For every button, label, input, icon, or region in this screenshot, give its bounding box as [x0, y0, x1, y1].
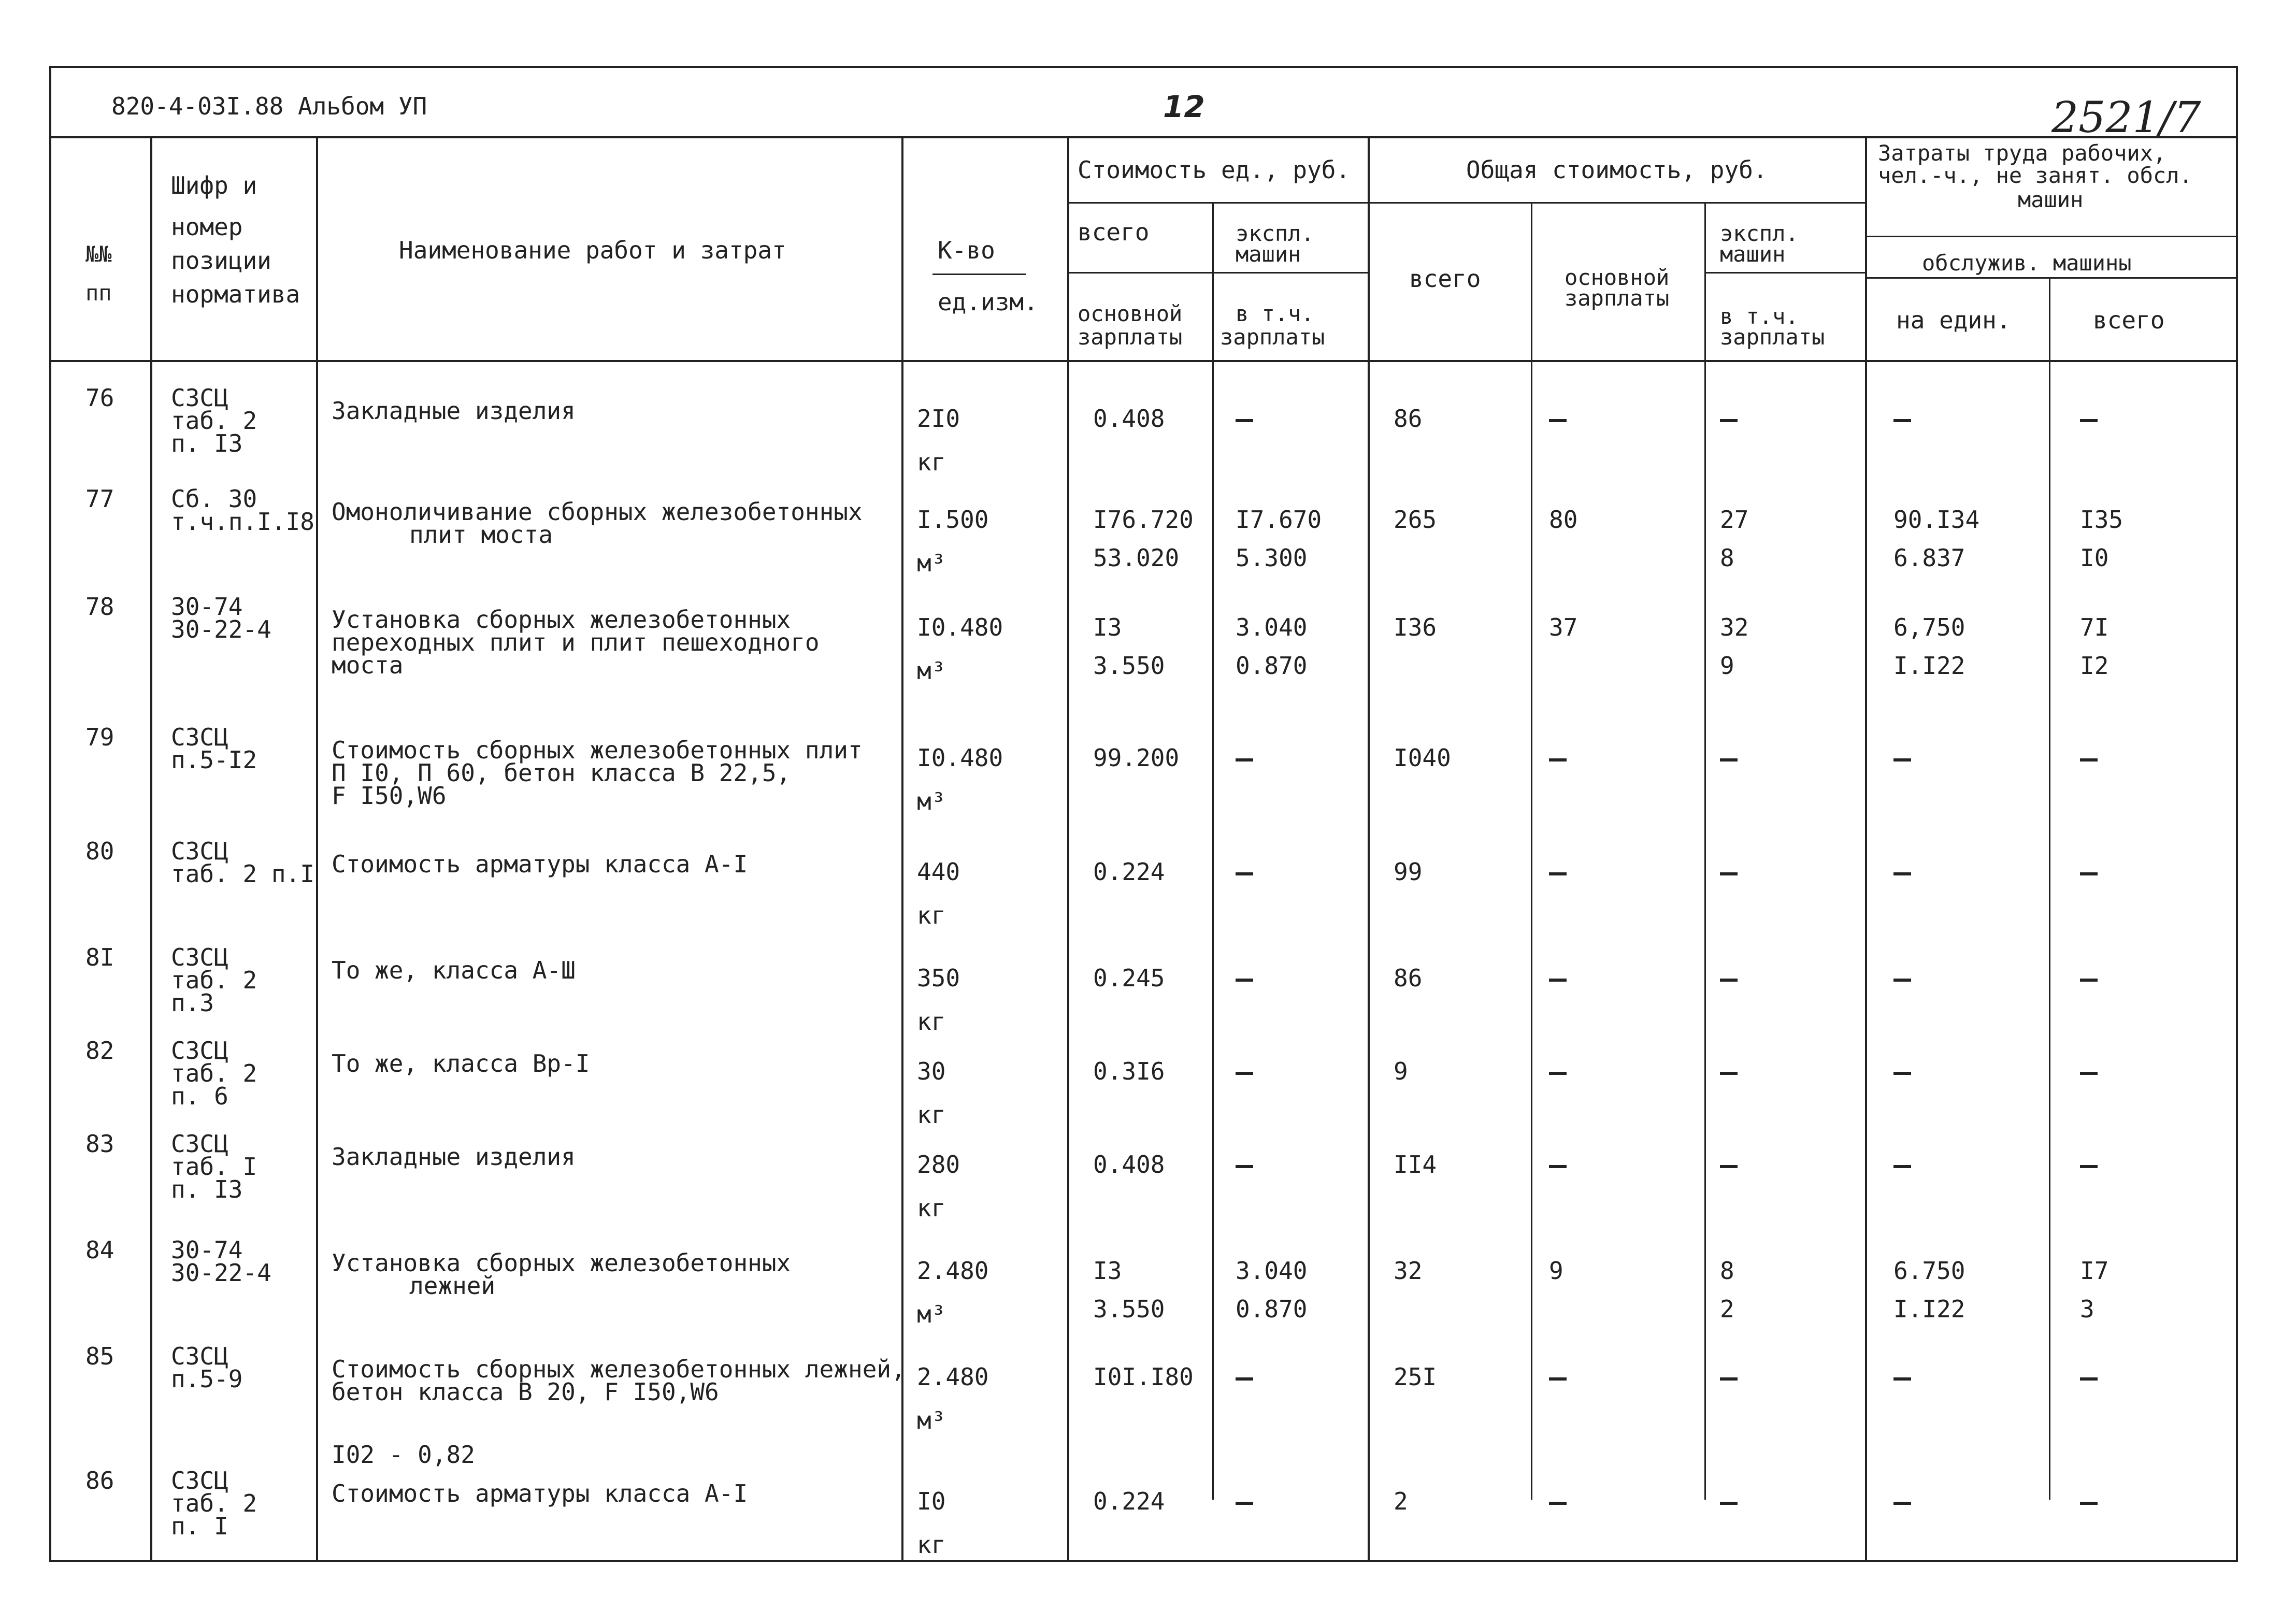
- row-unit-total: I76.720: [1093, 506, 1194, 534]
- row-total: I040: [1394, 744, 1451, 772]
- dash-mark: [2080, 1072, 2098, 1075]
- row-name: Установка сборных железобетонных: [332, 606, 791, 634]
- row-code: СЗСЦ: [171, 723, 228, 751]
- col-code-label: позиции: [171, 247, 271, 275]
- row-labor-total: [2080, 966, 2098, 990]
- labor-group: чел.-ч., не занят. обсл.: [1878, 163, 2192, 188]
- row-name: Стоимость арматуры класса А-I: [332, 1479, 748, 1507]
- labor-total-label: всего: [2093, 306, 2165, 334]
- col-line: [901, 136, 903, 1562]
- total-all-label: всего: [1409, 265, 1481, 293]
- row-name: Омоноличивание сборных железобетонных: [332, 498, 863, 526]
- row-code: таб. 2: [171, 407, 257, 435]
- header-subline: [932, 274, 1026, 275]
- col-qty-label: К-во: [938, 236, 995, 264]
- row-number: 77: [85, 485, 114, 513]
- row-unit-mach: [1236, 1489, 1253, 1513]
- col-num-label: №№: [85, 241, 112, 267]
- dash-mark: [1236, 872, 1253, 875]
- row-unit-total: 0.408: [1093, 1151, 1165, 1179]
- sheet-code: 820-4-03I.88 Альбом УП: [111, 92, 427, 120]
- row-unit-wage: 3.550: [1093, 652, 1165, 680]
- row-labor-total-2: I2: [2080, 652, 2109, 680]
- row-qty: 280: [917, 1151, 960, 1179]
- row-labor-unit: [1893, 966, 1911, 990]
- row-labor-unit: 6.750: [1893, 1257, 1965, 1285]
- row-labor-unit: [1893, 1153, 1911, 1176]
- dash-mark: [2080, 979, 2098, 982]
- dash-mark: [1236, 1165, 1253, 1168]
- row-code: п. I: [171, 1512, 228, 1540]
- row-unit-mach-wage: 0.870: [1236, 1295, 1308, 1323]
- row-code: таб. I: [171, 1153, 257, 1181]
- col-code-label: номер: [171, 213, 243, 241]
- row-name: F I50,W6: [332, 782, 447, 810]
- row-code: таб. 2: [171, 966, 257, 994]
- dash-mark: [2080, 1165, 2098, 1168]
- row-labor-total: [2080, 1153, 2098, 1176]
- row-total-mach: [1720, 966, 1738, 990]
- row-unit-mach: [1236, 1153, 1253, 1176]
- row-labor-unit: [1893, 860, 1911, 884]
- dash-mark: [1893, 1377, 1911, 1381]
- row-qty: 30: [917, 1057, 946, 1085]
- total-mach-wage-label: в т.ч.: [1720, 304, 1799, 329]
- row-unit-total: I0I.I80: [1093, 1363, 1194, 1391]
- row-code: 30-22-4: [171, 1259, 271, 1287]
- row-code: таб. 2: [171, 1059, 257, 1087]
- row-unit-total: 0.224: [1093, 858, 1165, 886]
- row-total-wage: [1549, 966, 1567, 990]
- row-total-mach: [1720, 1059, 1738, 1083]
- dash-mark: [1720, 419, 1738, 422]
- row-code: СЗСЦ: [171, 384, 228, 412]
- row-total-mach: [1720, 746, 1738, 770]
- row-total-wage: [1549, 1153, 1567, 1176]
- row-unit-mach: [1236, 966, 1253, 990]
- unit-mach-wage-label: зарплаты: [1220, 324, 1325, 350]
- dash-mark: [1549, 979, 1567, 982]
- row-code: 30-22-4: [171, 615, 271, 643]
- labor-sub-label: обслужив. машины: [1922, 250, 2132, 276]
- row-unit: кг: [917, 1531, 946, 1559]
- row-total-wage: [1549, 1059, 1567, 1083]
- row-code: т.ч.п.I.I8: [171, 508, 314, 536]
- row-qty: 2.480: [917, 1257, 989, 1285]
- row-unit-mach-wage: 0.870: [1236, 652, 1308, 680]
- row-code: 30-74: [171, 593, 243, 621]
- row-total-wage: [1549, 1489, 1567, 1513]
- row-unit-mach: 3.040: [1236, 1257, 1308, 1285]
- row-total-mach: [1720, 407, 1738, 430]
- row-total: II4: [1394, 1151, 1437, 1179]
- col-code-label: норматива: [171, 280, 300, 308]
- dash-mark: [1720, 1377, 1738, 1381]
- dash-mark: [1236, 1072, 1253, 1075]
- row-labor-total-2: I0: [2080, 544, 2109, 572]
- row-name: Стоимость сборных железобетонных плит: [332, 736, 863, 764]
- row-note: I02 - 0,82: [332, 1441, 475, 1469]
- unit-mach-label: экспл.: [1236, 221, 1314, 246]
- row-total: 25I: [1394, 1363, 1437, 1391]
- dash-mark: [2080, 872, 2098, 875]
- row-total: 32: [1394, 1257, 1423, 1285]
- row-number: 83: [85, 1130, 114, 1158]
- row-unit-total: I3: [1093, 1257, 1122, 1285]
- row-unit-mach: [1236, 407, 1253, 430]
- row-name: Закладные изделия: [332, 1143, 576, 1171]
- row-unit-mach-wage: 5.300: [1236, 544, 1308, 572]
- row-unit-wage: 3.550: [1093, 1295, 1165, 1323]
- unit-mach-wage-label: в т.ч.: [1236, 301, 1314, 326]
- row-number: 82: [85, 1037, 114, 1065]
- row-code: п.5-I2: [171, 746, 257, 774]
- row-code: 30-74: [171, 1236, 243, 1264]
- row-name: То же, класса А-Ш: [332, 956, 576, 984]
- col-line: [1067, 136, 1069, 1562]
- row-labor-total: [2080, 860, 2098, 884]
- row-labor-unit: [1893, 746, 1911, 770]
- col-line: [1368, 136, 1370, 1562]
- total-wage-label: основной: [1565, 265, 1670, 290]
- row-code: СЗСЦ: [171, 1342, 228, 1370]
- dash-mark: [1720, 758, 1738, 761]
- row-labor-total: [2080, 746, 2098, 770]
- dash-mark: [1720, 1502, 1738, 1505]
- row-qty: 2.480: [917, 1363, 989, 1391]
- row-code: п. I3: [171, 1175, 243, 1203]
- dash-mark: [1549, 872, 1567, 875]
- row-name: переходных плит и плит пешеходного: [332, 628, 820, 656]
- row-unit-mach: [1236, 860, 1253, 884]
- dash-mark: [1893, 758, 1911, 761]
- row-unit: кг: [917, 1008, 946, 1036]
- row-total-mach: 32: [1720, 613, 1749, 641]
- total-mach-label: экспл.: [1720, 221, 1799, 246]
- row-total: 86: [1394, 405, 1423, 433]
- dash-mark: [1549, 419, 1567, 422]
- row-unit: кг: [917, 1194, 946, 1222]
- row-number: 8I: [85, 943, 114, 971]
- page-number: 12: [1163, 89, 1205, 124]
- row-labor-total-2: 3: [2080, 1295, 2094, 1323]
- row-unit-total: 0.3I6: [1093, 1057, 1165, 1085]
- column-header-divider: [49, 360, 2238, 362]
- row-total-wage: 9: [1549, 1257, 1563, 1285]
- labor-group: Затраты труда рабочих,: [1878, 140, 2166, 166]
- dash-mark: [2080, 1377, 2098, 1381]
- col-unit-label: ед.изм.: [938, 288, 1038, 316]
- col-line: [316, 136, 318, 1562]
- row-number: 79: [85, 723, 114, 751]
- row-total-mach-wage: 9: [1720, 652, 1734, 680]
- row-labor-total: I35: [2080, 506, 2123, 534]
- row-name: лежней: [409, 1272, 496, 1300]
- row-total: 2: [1394, 1487, 1408, 1515]
- row-qty: 440: [917, 858, 960, 886]
- row-code: СЗСЦ: [171, 1037, 228, 1065]
- row-code: п. I3: [171, 429, 243, 457]
- unit-total-wage-label: основной: [1078, 301, 1183, 326]
- dash-mark: [1720, 979, 1738, 982]
- labor-unit-label: на един.: [1896, 306, 2011, 334]
- header-subline: [1865, 236, 2238, 237]
- row-unit: м³: [917, 1406, 946, 1434]
- row-unit-mach: [1236, 1059, 1253, 1083]
- total-mach-wage-label: зарплаты: [1720, 324, 1825, 350]
- row-number: 84: [85, 1236, 114, 1264]
- row-total: 9: [1394, 1057, 1408, 1085]
- row-number: 76: [85, 384, 114, 412]
- row-number: 85: [85, 1342, 114, 1370]
- row-unit-mach: 3.040: [1236, 613, 1308, 641]
- dash-mark: [2080, 1502, 2098, 1505]
- header-subline: [1067, 272, 1368, 274]
- row-code: п.3: [171, 989, 214, 1017]
- row-unit-total: 99.200: [1093, 744, 1180, 772]
- row-total-wage: [1549, 746, 1567, 770]
- dash-mark: [1893, 1502, 1911, 1505]
- row-unit: кг: [917, 448, 946, 476]
- row-total-mach-wage: 2: [1720, 1295, 1734, 1323]
- header-divider: [49, 136, 2238, 138]
- dash-mark: [1720, 1165, 1738, 1168]
- dash-mark: [1893, 1165, 1911, 1168]
- row-name: плит моста: [409, 521, 553, 549]
- row-labor-unit-2: I.I22: [1893, 652, 1965, 680]
- row-labor-unit: [1893, 1365, 1911, 1389]
- dash-mark: [2080, 419, 2098, 422]
- row-labor-total: [2080, 1059, 2098, 1083]
- row-unit-total: I3: [1093, 613, 1122, 641]
- row-name: Стоимость сборных железобетонных лежней,: [332, 1355, 906, 1383]
- row-labor-unit: 6,750: [1893, 613, 1965, 641]
- unit-total-wage-label: зарплаты: [1078, 324, 1183, 350]
- row-code: Сб. 30: [171, 485, 257, 513]
- row-code: СЗСЦ: [171, 837, 228, 865]
- row-code: п.5-9: [171, 1365, 243, 1393]
- dash-mark: [1720, 1072, 1738, 1075]
- row-code: таб. 2 п.I: [171, 860, 314, 888]
- header-subline: [1067, 202, 1865, 204]
- header-subline: [1704, 272, 1865, 274]
- row-total-mach: 8: [1720, 1257, 1734, 1285]
- row-unit: кг: [917, 1101, 946, 1129]
- dash-mark: [1236, 1502, 1253, 1505]
- dash-mark: [1236, 758, 1253, 761]
- table-frame: [49, 66, 2238, 1562]
- row-total: 86: [1394, 964, 1423, 992]
- row-labor-total: [2080, 407, 2098, 430]
- row-code: п. 6: [171, 1082, 228, 1110]
- row-name: Закладные изделия: [332, 397, 576, 425]
- row-qty: I0: [917, 1487, 946, 1515]
- row-name: То же, класса Вр-I: [332, 1050, 590, 1077]
- dash-mark: [1549, 1072, 1567, 1075]
- row-qty: I0.480: [917, 613, 1003, 641]
- row-unit: кг: [917, 901, 946, 929]
- row-number: 78: [85, 593, 114, 621]
- row-unit: м³: [917, 787, 946, 815]
- unit-cost-group: Стоимость ед., руб.: [1078, 156, 1351, 184]
- dash-mark: [1549, 1165, 1567, 1168]
- row-total: 265: [1394, 506, 1437, 534]
- row-number: 86: [85, 1467, 114, 1494]
- total-mach-label: машин: [1720, 241, 1786, 267]
- dash-mark: [1236, 1377, 1253, 1381]
- dash-mark: [2080, 758, 2098, 761]
- col-line: [1531, 202, 1532, 1500]
- row-total-mach: [1720, 1489, 1738, 1513]
- col-code-label: Шифр и: [171, 171, 257, 199]
- row-qty: 350: [917, 964, 960, 992]
- row-total-mach: 27: [1720, 506, 1749, 534]
- col-line: [150, 136, 152, 1562]
- col-line: [2049, 277, 2050, 1500]
- header-subline: [1865, 277, 2238, 279]
- row-labor-unit: [1893, 1059, 1911, 1083]
- dash-mark: [1549, 1502, 1567, 1505]
- labor-group: машин: [2018, 187, 2084, 212]
- row-code: СЗСЦ: [171, 1467, 228, 1494]
- row-unit-total: 0.408: [1093, 405, 1165, 433]
- row-total-mach: [1720, 1153, 1738, 1176]
- row-labor-unit-2: 6.837: [1893, 544, 1965, 572]
- row-labor-unit: 90.I34: [1893, 506, 1980, 534]
- row-labor-unit-2: I.I22: [1893, 1295, 1965, 1323]
- col-num-label: пп: [85, 280, 112, 306]
- col-line: [1704, 202, 1706, 1500]
- row-name: П I0, П 60, бетон класса В 22,5,: [332, 759, 791, 787]
- row-unit: м³: [917, 549, 946, 577]
- row-labor-total: [2080, 1365, 2098, 1389]
- row-labor-unit: [1893, 1489, 1911, 1513]
- row-unit-mach: [1236, 1365, 1253, 1389]
- row-number: 80: [85, 837, 114, 865]
- col-name-label: Наименование работ и затрат: [399, 236, 786, 264]
- row-total: 99: [1394, 858, 1423, 886]
- row-unit-mach: I7.670: [1236, 506, 1322, 534]
- row-name: бетон класса В 20, F I50,W6: [332, 1378, 719, 1406]
- row-total-mach: [1720, 860, 1738, 884]
- row-qty: 2I0: [917, 405, 960, 433]
- total-cost-group: Общая стоимость, руб.: [1466, 156, 1768, 184]
- row-code: СЗСЦ: [171, 943, 228, 971]
- row-unit-wage: 53.020: [1093, 544, 1180, 572]
- row-total-wage: 37: [1549, 613, 1578, 641]
- row-total-wage: 80: [1549, 506, 1578, 534]
- row-code: таб. 2: [171, 1489, 257, 1517]
- unit-total-label: всего: [1078, 218, 1150, 246]
- row-total: I36: [1394, 613, 1437, 641]
- row-unit-total: 0.224: [1093, 1487, 1165, 1515]
- row-labor-unit: [1893, 407, 1911, 430]
- col-line: [1212, 202, 1214, 1500]
- row-total-mach-wage: 8: [1720, 544, 1734, 572]
- row-unit: м³: [917, 1300, 946, 1328]
- row-unit: м³: [917, 657, 946, 685]
- row-total-wage: [1549, 860, 1567, 884]
- row-name: Установка сборных железобетонных: [332, 1249, 791, 1277]
- row-unit-total: 0.245: [1093, 964, 1165, 992]
- handwritten-stamp: 2521/7: [2051, 93, 2201, 142]
- row-total-wage: [1549, 1365, 1567, 1389]
- row-total-mach: [1720, 1365, 1738, 1389]
- dash-mark: [1549, 1377, 1567, 1381]
- unit-mach-label: машин: [1236, 241, 1301, 267]
- dash-mark: [1549, 758, 1567, 761]
- row-total-wage: [1549, 407, 1567, 430]
- row-code: СЗСЦ: [171, 1130, 228, 1158]
- row-unit-mach: [1236, 746, 1253, 770]
- row-qty: I0.480: [917, 744, 1003, 772]
- row-qty: I.500: [917, 506, 989, 534]
- dash-mark: [1236, 979, 1253, 982]
- row-name: Стоимость арматуры класса А-I: [332, 850, 748, 878]
- dash-mark: [1893, 1072, 1911, 1075]
- row-labor-total: [2080, 1489, 2098, 1513]
- dash-mark: [1893, 979, 1911, 982]
- dash-mark: [1236, 419, 1253, 422]
- dash-mark: [1893, 419, 1911, 422]
- dash-mark: [1720, 872, 1738, 875]
- total-wage-label: зарплаты: [1565, 285, 1670, 311]
- row-name: моста: [332, 651, 404, 679]
- dash-mark: [1893, 872, 1911, 875]
- col-line: [1865, 136, 1867, 1562]
- row-labor-total: 7I: [2080, 613, 2109, 641]
- row-labor-total: I7: [2080, 1257, 2109, 1285]
